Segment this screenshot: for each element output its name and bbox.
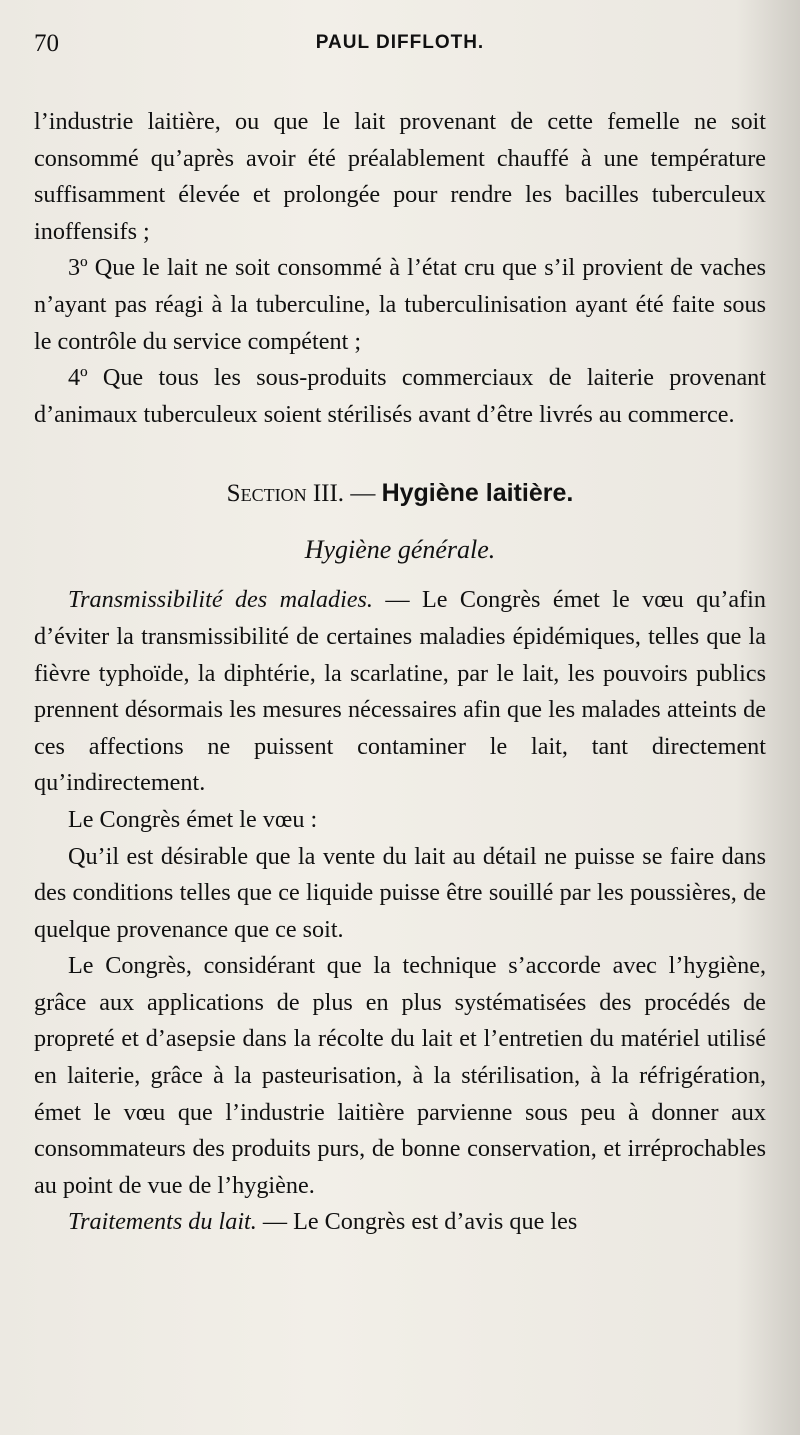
paragraph-technique: Le Congrès, considérant que la technique s’accorde avec l’hygiène, grâce aux applications de plus en plus systématisées des procédés de propreté et d’asepsie dans la récolte du lait et l’entretien du matériel utilisé en laiterie, grâce à la pasteurisation, à la stérilisation, à la réfrigération, émet le vœu que l’industrie laitière parvienne sous peu à donner aux consommateurs des produits purs, de bonne conservation, et irréprochables au point de vue de l’hygiène.	[34, 952, 766, 1199]
paragraph-vente-detail: Qu’il est désirable que la vente du lait au détail ne puisse se faire dans des conditions telles que ce liquide puisse être souillé par les poussières, de quelque provenance que ce soit.	[34, 842, 766, 943]
subheading: Hygiène générale.	[304, 535, 496, 565]
paragraph-item-3: 3º Que le lait ne soit consommé à l’état cru que s’il provient de vaches n’ayant pas réagi à la tuberculine, la tuberculinisation ayant été faite sous le contrôle du service compétent ;	[34, 254, 766, 355]
section-dash: —	[350, 480, 376, 508]
run-in-heading-treatments: Traitements du lait.	[68, 1208, 257, 1236]
section-title: Hygiène laitière.	[381, 479, 574, 508]
paragraph-treatments	[34, 1204, 766, 1241]
paragraph-treatments-text: — Le Congrès est d’avis que les	[256, 1208, 578, 1236]
page-number: 70	[34, 30, 59, 57]
section-number: III.	[312, 480, 345, 508]
paragraph-voeu-intro: Le Congrès émet le vœu :	[68, 805, 318, 833]
paragraph-transmissibility-text: — Le Congrès émet le vœu qu’afin d’éviter la transmissibilité de certaines maladies épidémiques, telles que la fièvre typhoïde, la diphtérie, la scarlatine, par le lait, les pouvoirs publics prennent désormais les mesures nécessaires afin que les malades atteints de ces affections ne puissent contaminer le lait, tant directement qu’indirectement.	[34, 586, 766, 797]
paragraph-item-4: 4º Que tous les sous-produits commerciaux de laiterie provenant d’animaux tuberculeux soient stérilisés avant d’être livrés au commerce.	[34, 364, 766, 428]
running-title: PAUL DIFFLOTH.	[315, 32, 485, 53]
run-in-heading-transmissibility: Transmissibilité des maladies.	[68, 586, 373, 614]
body-text	[34, 104, 766, 1241]
paragraph-continued: l’industrie laitière, ou que le lait provenant de cette femelle ne soit consommé qu’après avoir été préalablement chauffé à une température suffisamment élevée et prolongée pour rendre les bacilles tuberculeux inoffensifs ;	[34, 108, 766, 245]
paragraph-transmissibility	[34, 582, 766, 802]
section-heading	[34, 475, 766, 512]
running-head	[34, 30, 766, 64]
section-label: Section	[226, 480, 307, 508]
